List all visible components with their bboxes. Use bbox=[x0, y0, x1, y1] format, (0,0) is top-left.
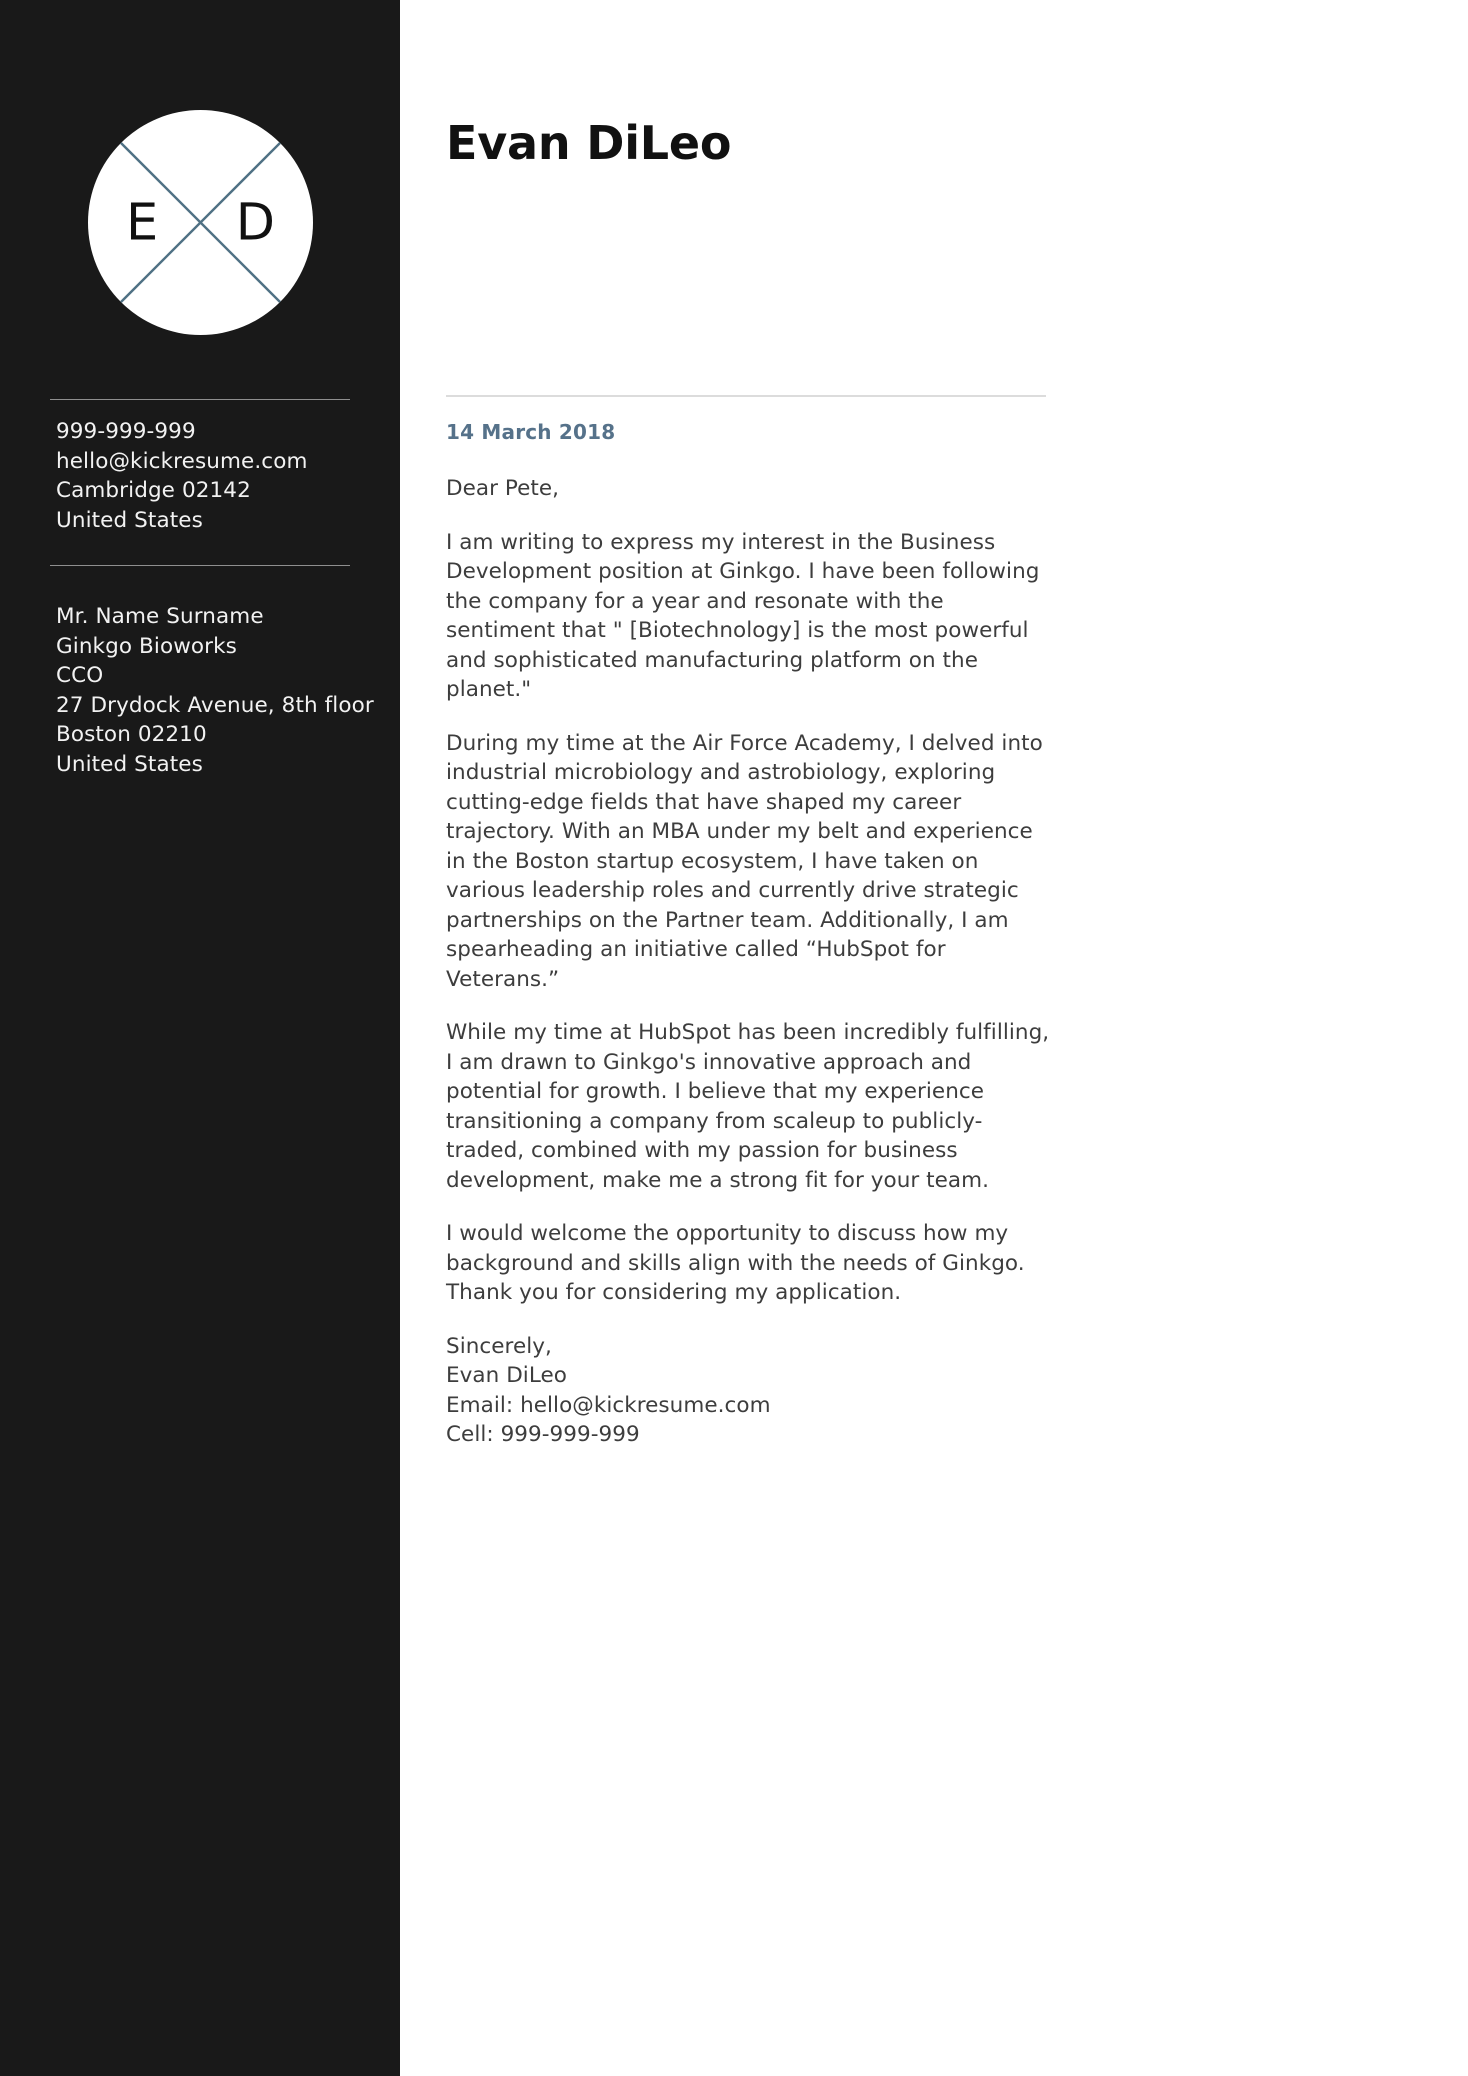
salutation: Dear Pete, bbox=[446, 476, 560, 501]
sidebar bbox=[0, 0, 400, 2076]
sender-city: Cambridge 02142 bbox=[56, 478, 251, 503]
sidebar-divider-bottom bbox=[50, 565, 350, 566]
letter-body bbox=[446, 474, 1051, 1450]
letter-date: 14 March 2018 bbox=[446, 420, 616, 444]
recipient-country: United States bbox=[56, 751, 203, 777]
sender-phone: 999-999-999 bbox=[56, 419, 196, 444]
signature-closing: Sincerely, bbox=[446, 1333, 552, 1359]
recipient-company: Ginkgo Bioworks bbox=[56, 633, 237, 659]
logo-initial-left: E bbox=[126, 193, 159, 252]
logo-cross-icon bbox=[88, 110, 313, 335]
signature-name: Evan DiLeo bbox=[446, 1363, 567, 1388]
sender-contact-block bbox=[56, 417, 386, 535]
sender-country: United States bbox=[56, 507, 203, 533]
signature-email: Email: hello@kickresume.com bbox=[446, 1392, 771, 1418]
signature-block bbox=[446, 1332, 1051, 1450]
recipient-block bbox=[56, 602, 386, 779]
letter-paragraph-4: I would welcome the opportunity to discuss how my background and skills align with the needs of Ginkgo. Thank you for considering my application. bbox=[446, 1221, 1025, 1305]
recipient-name: Mr. Name Surname bbox=[56, 604, 264, 629]
letter-paragraph-2: During my time at the Air Force Academy, I delved into industrial microbiology and astrobiology, exploring cutting-edge fields that have shaped my career trajectory. With an MBA under my belt and experience in the Boston startup ecosystem, I have taken on various leadership roles and currently drive strategic partnerships on the Partner team. Additionally, I am spearheading an initiative called “HubSpot for Veterans.” bbox=[446, 730, 1043, 992]
recipient-city: Boston 02210 bbox=[56, 722, 207, 747]
header-divider bbox=[446, 395, 1046, 397]
page-title: Evan DiLeo bbox=[446, 116, 732, 170]
sidebar-divider-top bbox=[50, 399, 350, 400]
recipient-title: CCO bbox=[56, 663, 104, 688]
recipient-street: 27 Drydock Avenue, 8th floor bbox=[56, 692, 374, 718]
letter-paragraph-3: While my time at HubSpot has been incredibly fulfilling, I am drawn to Ginkgo's innovative approach and potential for growth. I believe that my experience transitioning a company from scaleup to publicly-traded, combined with my passion for business development, make me a strong fit for your team. bbox=[446, 1020, 1050, 1193]
letter-main-column bbox=[400, 0, 1468, 2076]
letter-paragraph-1: I am writing to express my interest in the Business Development position at Ginkgo. I have been following the company for a year and resonate with the sentiment that " [Biotechnology] is the most powerful and sophisticated manufacturing platform on the planet." bbox=[446, 529, 1040, 702]
signature-cell: Cell: 999-999-999 bbox=[446, 1422, 640, 1447]
monogram-logo bbox=[88, 110, 313, 335]
sender-email: hello@kickresume.com bbox=[56, 448, 308, 474]
logo-initial-right: D bbox=[235, 193, 275, 252]
